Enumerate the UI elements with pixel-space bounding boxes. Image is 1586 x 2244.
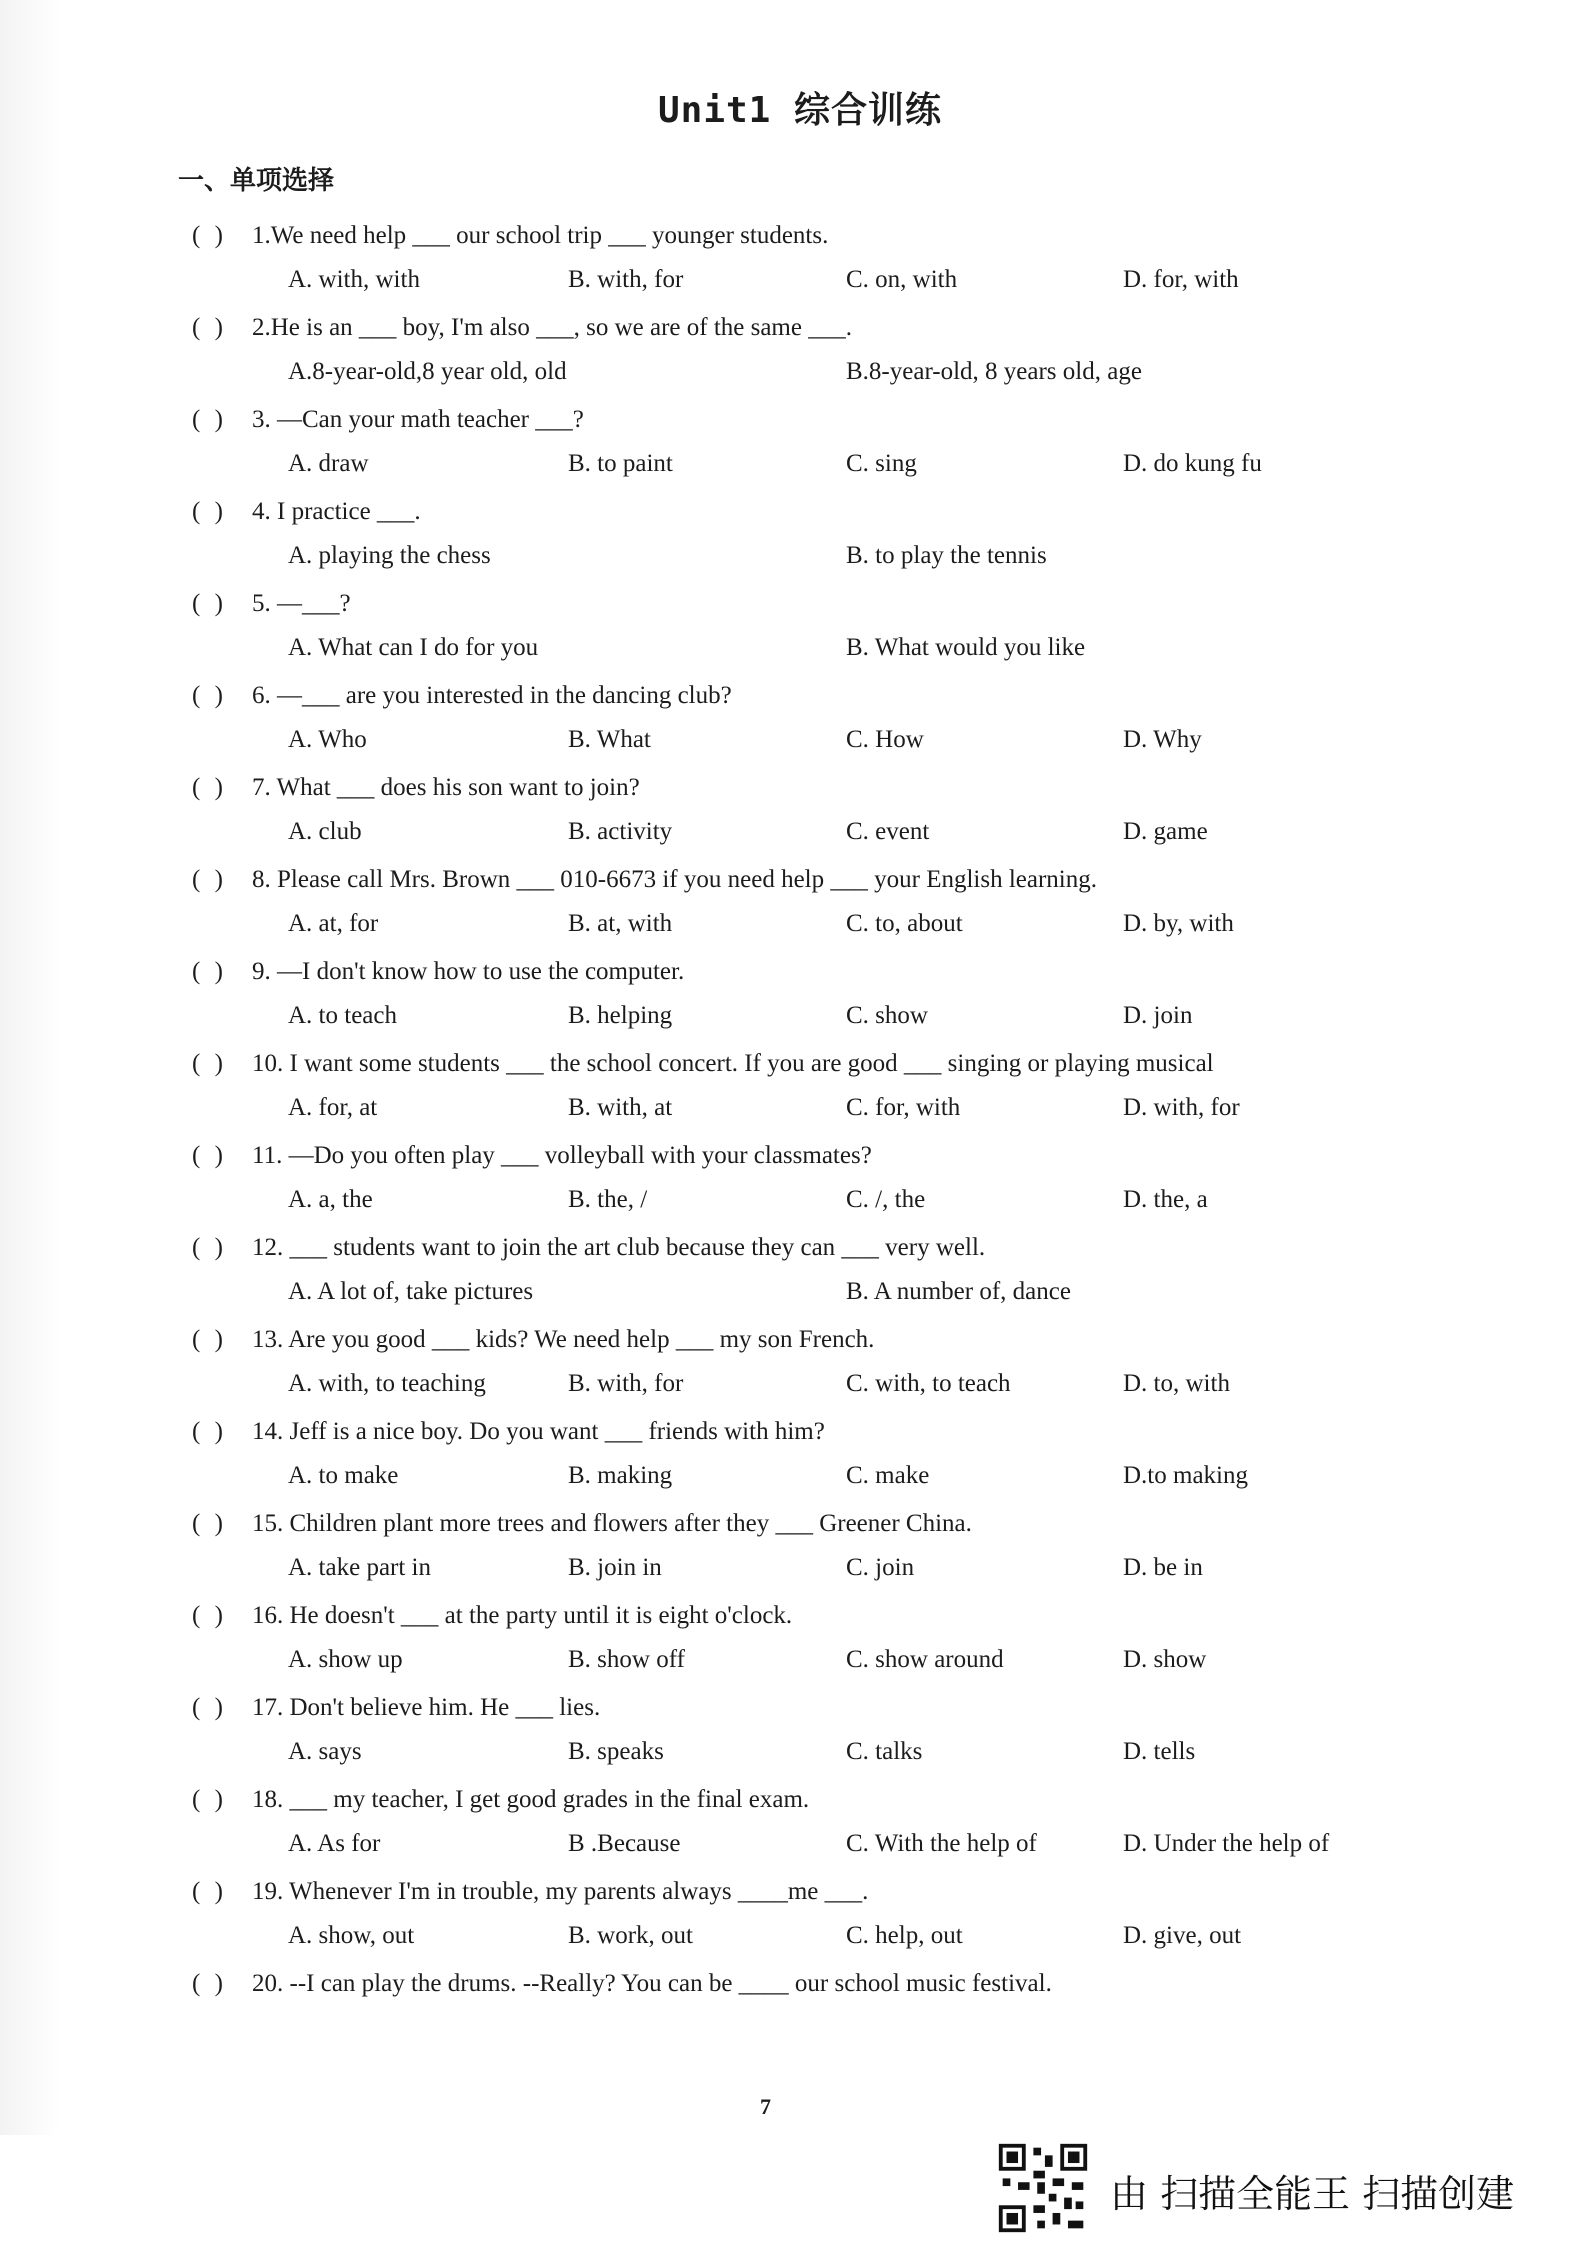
- question-stem: [192, 1510, 972, 1538]
- answer-options: [288, 910, 1388, 946]
- question-stem: [192, 1878, 868, 1906]
- answer-option: C. sing: [846, 450, 917, 477]
- question-item: [192, 498, 1392, 590]
- answer-option: D. game: [1123, 818, 1208, 845]
- answer-options: [288, 1278, 1388, 1314]
- answer-option: D. give, out: [1123, 1922, 1242, 1949]
- question-stem: [192, 1694, 600, 1722]
- answer-blank: ( ): [192, 1970, 227, 1997]
- answer-blank: ( ): [192, 958, 227, 985]
- answer-option: B. with, at: [568, 1094, 673, 1121]
- question-text: 2.He is an ___ boy, I'm also ___, so we are of the same ___.: [252, 314, 852, 341]
- answer-blank: ( ): [192, 1694, 227, 1721]
- answer-options: [288, 1002, 1388, 1038]
- answer-option: B. with, for: [568, 266, 684, 293]
- question-text: 19. Whenever I'm in trouble, my parents always ____me ___.: [252, 1878, 869, 1905]
- question-stem: [192, 1234, 985, 1262]
- answer-option: C. help, out: [846, 1922, 963, 1949]
- answer-blank: ( ): [192, 1510, 227, 1537]
- answer-options: [288, 358, 1388, 394]
- question-text: 13. Are you good ___ kids? We need help ___ my son French.: [252, 1326, 875, 1353]
- question-item: [192, 406, 1392, 498]
- question-item: [192, 958, 1392, 1050]
- answer-option: B. What would you like: [846, 634, 1086, 661]
- answer-option: B. show off: [568, 1646, 685, 1673]
- answer-option: C. on, with: [846, 266, 958, 293]
- question-text: 16. He doesn't ___ at the party until it is eight o'clock.: [252, 1602, 793, 1629]
- answer-option: D. the, a: [1123, 1186, 1208, 1213]
- question-item: [192, 1602, 1392, 1694]
- answer-options: [288, 1554, 1388, 1590]
- question-text: 1.We need help ___ our school trip ___ younger students.: [252, 222, 829, 249]
- answer-option: D. tells: [1123, 1738, 1196, 1765]
- answer-option: A. A lot of, take pictures: [288, 1278, 534, 1305]
- answer-option: B. the, /: [568, 1186, 648, 1213]
- answer-blank: ( ): [192, 1326, 227, 1353]
- answer-blank: ( ): [192, 1878, 227, 1905]
- question-text: 15. Children plant more trees and flowers after they ___ Greener China.: [252, 1510, 972, 1537]
- question-stem: [192, 1970, 1052, 1998]
- answer-option: C. to, about: [846, 910, 963, 937]
- question-item: [192, 1234, 1392, 1326]
- answer-option: D. for, with: [1123, 266, 1239, 293]
- answer-options: [288, 818, 1388, 854]
- question-stem: [192, 1786, 809, 1814]
- answer-options: [288, 450, 1388, 486]
- question-stem: [192, 590, 351, 618]
- answer-option: C. for, with: [846, 1094, 961, 1121]
- question-item: [192, 314, 1392, 406]
- answer-option: D. do kung fu: [1123, 450, 1262, 477]
- answer-option: B.8-year-old, 8 years old, age: [846, 358, 1142, 385]
- answer-options: [288, 726, 1388, 762]
- question-stem: [192, 866, 1097, 894]
- question-stem: [192, 958, 684, 986]
- answer-option: B. at, with: [568, 910, 673, 937]
- question-text: 3. —Can your math teacher ___?: [252, 406, 584, 433]
- answer-blank: ( ): [192, 1602, 227, 1629]
- question-item: [192, 1418, 1392, 1510]
- answer-options: [288, 1922, 1388, 1958]
- answer-option: B. What: [568, 726, 651, 753]
- answer-option: B. making: [568, 1462, 673, 1489]
- answer-option: D. join: [1123, 1002, 1193, 1029]
- question-text: 20. --I can play the drums. --Really? You can be ____ our school music festival.: [252, 1970, 1052, 1997]
- answer-option: D. be in: [1123, 1554, 1203, 1581]
- answer-option: A. club: [288, 818, 362, 845]
- question-stem: [192, 1050, 1214, 1078]
- answer-option: A. show, out: [288, 1922, 415, 1949]
- question-item: [192, 1050, 1392, 1142]
- question-text: 9. —I don't know how to use the computer.: [252, 958, 685, 985]
- answer-options: [288, 266, 1388, 302]
- question-stem: [192, 314, 852, 342]
- answer-options: [288, 1370, 1388, 1406]
- question-stem: [192, 406, 584, 434]
- question-stem: [192, 1142, 872, 1170]
- answer-blank: ( ): [192, 406, 227, 433]
- answer-option: A. playing the chess: [288, 542, 491, 569]
- answer-blank: ( ): [192, 314, 227, 341]
- answer-option: A. take part in: [288, 1554, 432, 1581]
- answer-option: C. talks: [846, 1738, 923, 1765]
- question-text: 4. I practice ___.: [252, 498, 421, 525]
- answer-option: A. draw: [288, 450, 369, 477]
- question-item: [192, 1510, 1392, 1602]
- question-item: [192, 590, 1392, 682]
- question-text: 7. What ___ does his son want to join?: [252, 774, 640, 801]
- page-title: Unit1 综合训练: [657, 90, 943, 131]
- answer-blank: ( ): [192, 1786, 227, 1813]
- answer-option: D. by, with: [1123, 910, 1234, 937]
- answer-option: C. With the help of: [846, 1830, 1037, 1857]
- answer-option: A. at, for: [288, 910, 379, 937]
- question-text: 17. Don't believe him. He ___ lies.: [252, 1694, 601, 1721]
- question-stem: [192, 498, 421, 526]
- question-text: 14. Jeff is a nice boy. Do you want ___ friends with him?: [252, 1418, 825, 1445]
- question-item: [192, 222, 1392, 314]
- answer-options: [288, 542, 1388, 578]
- answer-option: B. work, out: [568, 1922, 693, 1949]
- question-item: [192, 1786, 1392, 1878]
- question-stem: [192, 1418, 825, 1446]
- scanner-watermark: 由 扫描全能王 扫描创建: [1110, 2172, 1515, 2216]
- question-item: [192, 1970, 1392, 2062]
- answer-blank: ( ): [192, 774, 227, 801]
- answer-option: C. make: [846, 1462, 930, 1489]
- question-stem: [192, 222, 828, 250]
- answer-option: B .Because: [568, 1830, 681, 1857]
- answer-option: A. What can I do for you: [288, 634, 539, 661]
- answer-option: A. a, the: [288, 1186, 373, 1213]
- question-list: [192, 222, 1392, 2062]
- answer-option: A. As for: [288, 1830, 381, 1857]
- question-item: [192, 1142, 1392, 1234]
- answer-option: B. helping: [568, 1002, 673, 1029]
- answer-blank: ( ): [192, 1142, 227, 1169]
- answer-options: [288, 1830, 1388, 1866]
- question-text: 10. I want some students ___ the school concert. If you are good ___ singing or playing musical: [252, 1050, 1214, 1077]
- page-number: 7: [760, 2094, 771, 2119]
- question-text: 18. ___ my teacher, I get good grades in the final exam.: [252, 1786, 810, 1813]
- answer-option: B. to paint: [568, 450, 673, 477]
- answer-options: [288, 1462, 1388, 1498]
- question-text: 12. ___ students want to join the art club because they can ___ very well.: [252, 1234, 986, 1261]
- answer-option: C. /, the: [846, 1186, 926, 1213]
- answer-option: B. to play the tennis: [846, 542, 1047, 569]
- question-item: [192, 866, 1392, 958]
- answer-blank: ( ): [192, 1418, 227, 1445]
- question-item: [192, 1694, 1392, 1786]
- answer-blank: ( ): [192, 590, 227, 617]
- answer-option: B. with, for: [568, 1370, 684, 1397]
- answer-option: A. Who: [288, 726, 367, 753]
- answer-option: C. How: [846, 726, 924, 753]
- answer-option: A. says: [288, 1738, 362, 1765]
- scan-shadow: [0, 0, 60, 2135]
- question-text: 5. —___?: [252, 590, 351, 617]
- question-text: 11. —Do you often play ___ volleyball with your classmates?: [252, 1142, 872, 1169]
- answer-option: A. to teach: [288, 1002, 397, 1029]
- question-text: 6. —___ are you interested in the dancing club?: [252, 682, 732, 709]
- question-stem: [192, 774, 640, 802]
- answer-options: [288, 1094, 1388, 1130]
- answer-blank: ( ): [192, 222, 227, 249]
- question-text: 8. Please call Mrs. Brown ___ 010-6673 if you need help ___ your English learning.: [252, 866, 1097, 893]
- answer-blank: ( ): [192, 1234, 227, 1261]
- question-stem: [192, 682, 732, 710]
- answer-option: B. speaks: [568, 1738, 664, 1765]
- answer-options: [288, 1186, 1388, 1222]
- answer-option: B. activity: [568, 818, 673, 845]
- answer-option: D.to making: [1123, 1462, 1248, 1489]
- question-item: [192, 682, 1392, 774]
- answer-option: C. show: [846, 1002, 928, 1029]
- answer-option: A. to make: [288, 1462, 399, 1489]
- answer-blank: ( ): [192, 1050, 227, 1077]
- answer-option: D. Why: [1123, 726, 1202, 753]
- section-heading: 一、单项选择: [178, 166, 335, 196]
- answer-blank: ( ): [192, 866, 227, 893]
- answer-option: C. event: [846, 818, 930, 845]
- question-item: [192, 774, 1392, 866]
- answer-options: [288, 1646, 1388, 1682]
- answer-option: C. with, to teach: [846, 1370, 1011, 1397]
- question-stem: [192, 1326, 874, 1354]
- question-item: [192, 1878, 1392, 1970]
- answer-option: D. with, for: [1123, 1094, 1240, 1121]
- answer-option: A.8-year-old,8 year old, old: [288, 358, 567, 385]
- answer-option: C. join: [846, 1554, 915, 1581]
- question-item: [192, 1326, 1392, 1418]
- answer-option: C. show around: [846, 1646, 1004, 1673]
- answer-option: B. A number of, dance: [846, 1278, 1071, 1305]
- answer-options: [288, 634, 1388, 670]
- answer-option: A. with, to teaching: [288, 1370, 486, 1397]
- answer-option: D. show: [1123, 1646, 1207, 1673]
- answer-blank: ( ): [192, 682, 227, 709]
- qr-code-icon: [995, 2140, 1091, 2236]
- answer-option: D. Under the help of: [1123, 1830, 1330, 1857]
- answer-options: [288, 1738, 1388, 1774]
- answer-option: A. for, at: [288, 1094, 378, 1121]
- answer-blank: ( ): [192, 498, 227, 525]
- answer-option: A. with, with: [288, 266, 420, 293]
- question-stem: [192, 1602, 792, 1630]
- answer-option: D. to, with: [1123, 1370, 1230, 1397]
- answer-option: A. show up: [288, 1646, 403, 1673]
- answer-option: B. join in: [568, 1554, 662, 1581]
